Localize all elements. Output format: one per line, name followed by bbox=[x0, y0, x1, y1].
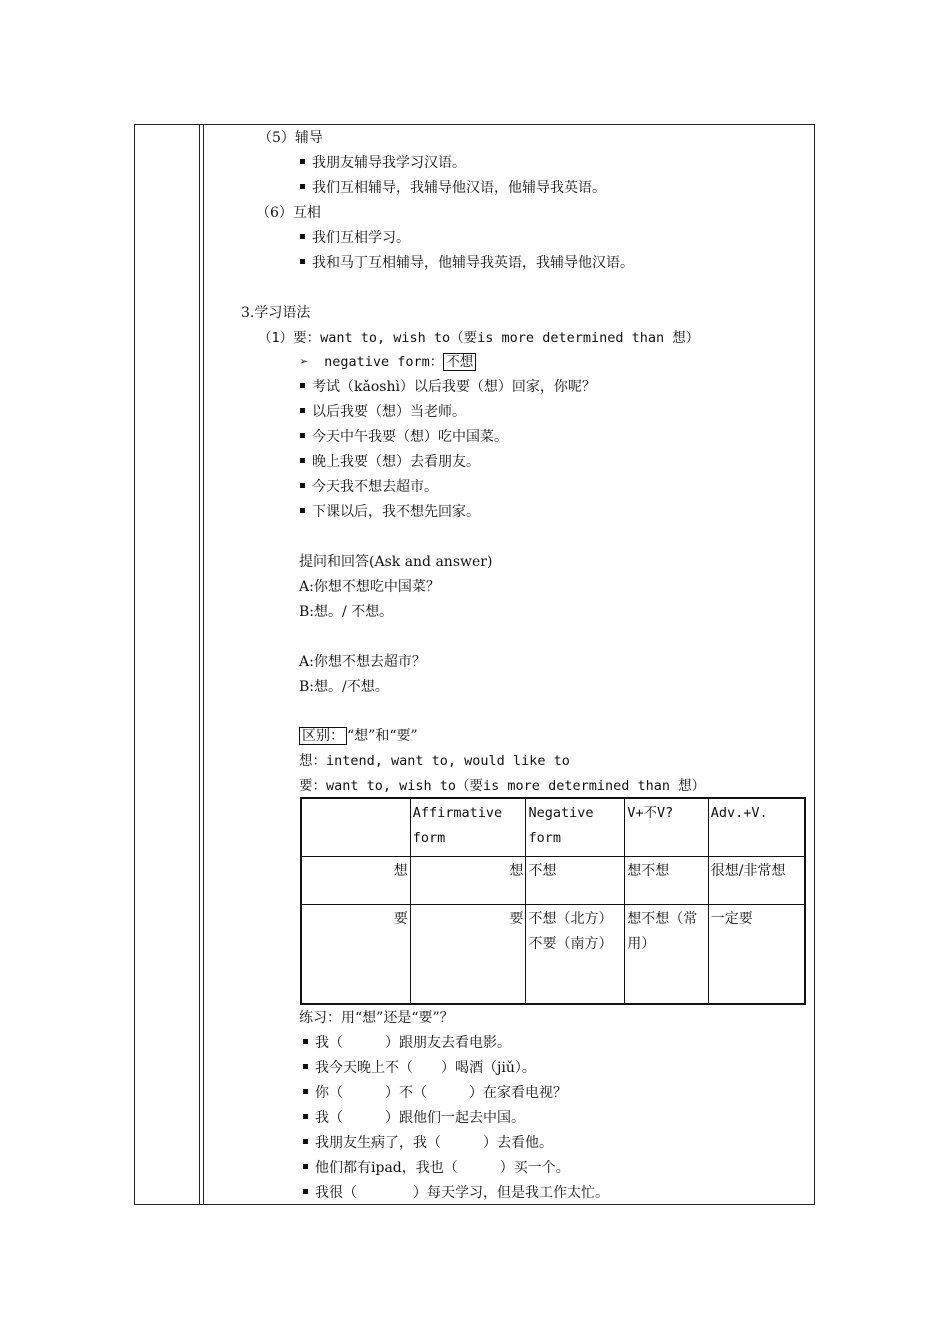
xiang-adv: 很想/非常想 bbox=[708, 856, 805, 904]
practice-item-4: 我（ ）跟他们一起去中国。 bbox=[303, 1108, 525, 1128]
qa-question-2: A:你想不想去超市？ bbox=[299, 654, 426, 670]
header-negative: Negative form bbox=[526, 798, 625, 856]
section-6-example-1: 我们互相学习。 bbox=[300, 228, 410, 248]
practice-item-7: 我很（ ）每天学习，但是我工作太忙。 bbox=[303, 1183, 609, 1203]
grammar-point-1: （1）要：want to, wish to（要is more determined than 想） bbox=[258, 330, 700, 346]
header-cell-empty bbox=[301, 798, 410, 856]
practice-item-6: 他们都有ipad，我也（ ）买一个。 bbox=[303, 1158, 570, 1178]
row-label-yao: 要 bbox=[301, 904, 410, 1004]
section-6-example-2: 我和马丁互相辅导，他辅导我英语，我辅导他汉语。 bbox=[300, 253, 634, 273]
qa-heading: 提问和回答(Ask and answer) bbox=[299, 554, 493, 570]
xiang-definition: 想：intend, want to, would like to bbox=[299, 753, 570, 769]
xiang-affirmative: 想 bbox=[410, 856, 526, 904]
yao-definition: 要：want to, wish to（要is more determined than 想） bbox=[299, 778, 706, 794]
header-v-not-v: V+不V? bbox=[625, 798, 709, 856]
qa-answer-2: B:想。/不想。 bbox=[299, 679, 389, 695]
practice-item-2: 我今天晚上不（ ）喝酒（jiǔ）。 bbox=[303, 1058, 536, 1078]
header-adv-v: Adv.+V. bbox=[708, 798, 805, 856]
column-divider-right bbox=[203, 125, 204, 1204]
header-affirmative: Affirmative form bbox=[410, 798, 526, 856]
practice-item-3: 你（ ）不（ ）在家看电视？ bbox=[303, 1083, 567, 1103]
table-header-row bbox=[301, 798, 805, 856]
section-5-example-1: 我朋友辅导我学习汉语。 bbox=[300, 153, 466, 173]
practice-heading: 练习：用“想”还是“要”？ bbox=[299, 1010, 454, 1026]
column-divider-left bbox=[199, 125, 200, 1204]
section-6-heading: （6）互相 bbox=[256, 205, 321, 221]
yao-adv: 一定要 bbox=[708, 904, 805, 1004]
grammar-example-6: 下课以后，我不想先回家。 bbox=[300, 502, 480, 522]
qa-answer-1: B:想。/ 不想。 bbox=[299, 604, 394, 620]
yao-negative-south: 不要（南方） bbox=[528, 935, 613, 952]
yao-affirmative: 要 bbox=[410, 904, 526, 1004]
grammar-example-2: 以后我要（想）当老师。 bbox=[300, 402, 466, 422]
section-5-example-2: 我们互相辅导，我辅导他汉语，他辅导我英语。 bbox=[300, 178, 606, 198]
practice-item-1: 我（ ）跟朋友去看电影。 bbox=[303, 1033, 511, 1053]
table-row-xiang bbox=[301, 856, 805, 904]
difference-title-rest: “想”和“要” bbox=[347, 728, 418, 744]
negative-form-boxed: 不想 bbox=[443, 353, 476, 371]
yao-negative-north: 不想（北方） bbox=[528, 910, 613, 927]
arrow-bullet-icon: ➢ bbox=[300, 354, 309, 370]
xiang-negative: 不想 bbox=[526, 856, 625, 904]
comparison-table bbox=[300, 797, 806, 1005]
grammar-example-4: 晚上我要（想）去看朋友。 bbox=[300, 452, 480, 472]
difference-title bbox=[299, 726, 418, 746]
practice-item-5: 我朋友生病了，我（ ）去看他。 bbox=[303, 1133, 553, 1153]
yao-negative-cell bbox=[526, 904, 625, 1004]
negative-form-line bbox=[300, 352, 476, 372]
table-row-yao bbox=[301, 904, 805, 1004]
grammar-heading: 3.学习语法 bbox=[241, 305, 311, 321]
yao-v-not-v: 想不想（常用） bbox=[625, 904, 709, 1004]
grammar-example-1: 考试（kǎoshì）以后我要（想）回家，你呢？ bbox=[300, 377, 596, 397]
qa-question-1: A:你想不想吃中国菜？ bbox=[299, 579, 440, 595]
grammar-example-3: 今天中午我要（想）吃中国菜。 bbox=[300, 427, 508, 447]
grammar-example-5: 今天我不想去超市。 bbox=[300, 477, 438, 497]
xiang-v-not-v: 想不想 bbox=[625, 856, 709, 904]
row-label-xiang: 想 bbox=[301, 856, 410, 904]
section-5-heading: （5）辅导 bbox=[258, 130, 323, 146]
difference-boxed-label: 区别： bbox=[299, 727, 347, 745]
negative-form-label: negative form： bbox=[324, 354, 444, 370]
